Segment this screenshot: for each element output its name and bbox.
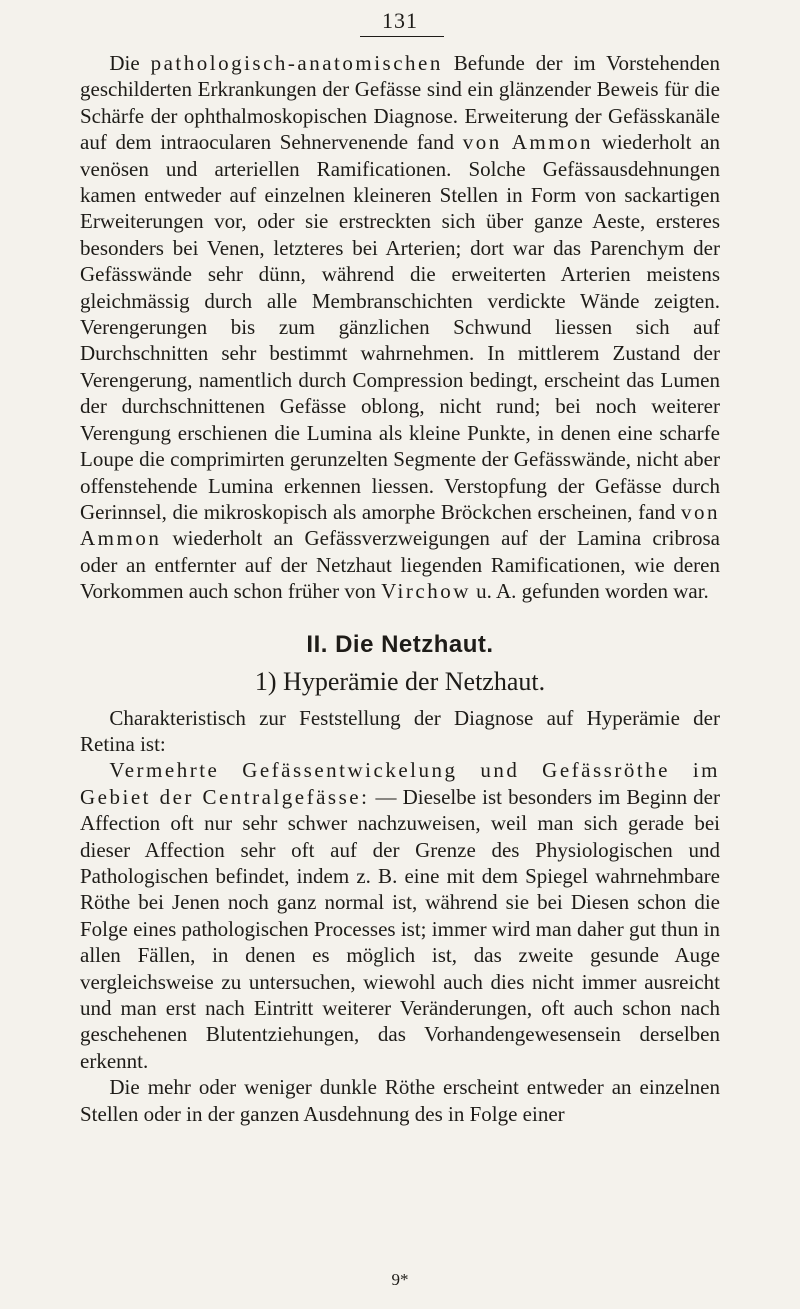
paragraph-befunde <box>80 50 720 605</box>
subsection-heading: 1) Hyperämie der Netzhaut. <box>254 666 546 696</box>
text-run: wiederholt an Gefässverzweigungen auf der Lamina cribrosa oder an entfernter auf der Netzhaut liegenden Ramificationen, wie deren Vorkommen auch schon früher von <box>80 526 720 604</box>
paragraph-vermehrte <box>80 757 720 1074</box>
signature-mark: 9* <box>391 1270 409 1289</box>
text-run: u. A. gefunden worden war. <box>470 579 709 604</box>
author-name: Virchow <box>381 579 471 604</box>
author-name: von Ammon <box>80 499 720 551</box>
paragraph-roethe: Die mehr oder weniger dunkle Röthe erscheint entweder an einzelnen Stellen oder in der ganzen Ausdehnung des in Folge einer <box>80 1075 720 1126</box>
text-run: Befunde der im Vorstehenden geschilderten Erkrankungen der Gefässe sind ein glänzender Beweis für die Schärfe der ophthalmoskopischen Diagnose. Erweiterung der Gefässkanäle auf dem intraocularen Sehnervenende fand <box>80 51 720 155</box>
spaced-term: Vermehrte Gefässentwickelung und Gefässröthe im Gebiet der Centralgefässe: <box>80 758 720 809</box>
page-number-rule <box>360 36 444 37</box>
paragraph-charakteristisch: Charakteristisch zur Feststellung der Diagnose auf Hyperämie der Retina ist: <box>80 705 720 756</box>
page-number: 131 <box>382 8 418 33</box>
text-run: Die <box>109 51 151 75</box>
text-run: — Dieselbe ist besonders im Beginn der Affection oft nur sehr schwer nachzuweisen, weil man sich gerade bei dieser Affection sehr oft auf der Grenze des Physiologischen und Pathologischen befindet, indem z. B. eine mit dem Spiegel wahrnehmbare Röthe bei Jenen noch ganz normal ist, während sie bei Diesen schon die Folge eines pathologischen Processes ist; immer wird man daher gut thun in allen Fällen, in denen es möglich ist, das zweite gesunde Auge vergleichsweise zu untersuchen, wiewohl auch dies nicht immer ausreicht und man erst nach Eintritt weiterer Veränderungen, oft auch schon nach geschehenen Blutentziehungen, das Vorhandengewesensein derselben erkennt. <box>80 784 720 1073</box>
section-heading: II. Die Netzhaut. <box>306 630 494 658</box>
text-run: wiederholt an venösen und arteriellen Ramificationen. Solche Gefässausdehnungen kamen entweder auf einzelnen kleineren Stellen in Form von sackartigen Erweiterungen vor, oder sie erstreckten sich über ganze Aeste, ersteres besonders bei Venen, letzteres bei Arterien; dort war das Parenchym der Gefässwände sehr dünn, während die erweiterten Arterien meistens gleichmässig durch alle Membranschichten verdickte Wände zeigten. Verengerungen bis zum gänzlichen Schwund liessen sich auf Durchschnitten sehr bestimmt wahrnehmen. In mittlerem Zustand der Verengerung, namentlich durch Compression bedingt, erscheint das Lumen der durchschnittenen Gefässe oblong, nicht rund; bei noch weiterer Verengung erschienen die Lumina als kleine Punkte, in denen eine scharfe Loupe die comprimirten gerunzelten Segmente der Gefässwände, nicht aber offenstehende Lumina erkennen liessen. Verstopfung der Gefässe durch Gerinnsel, die mikroskopisch als amorphe Bröckchen erscheinen, fand <box>80 130 720 524</box>
author-name: von Ammon <box>462 130 594 155</box>
spaced-term: pathologisch-anatomischen <box>150 51 443 75</box>
body-text <box>80 50 720 1127</box>
